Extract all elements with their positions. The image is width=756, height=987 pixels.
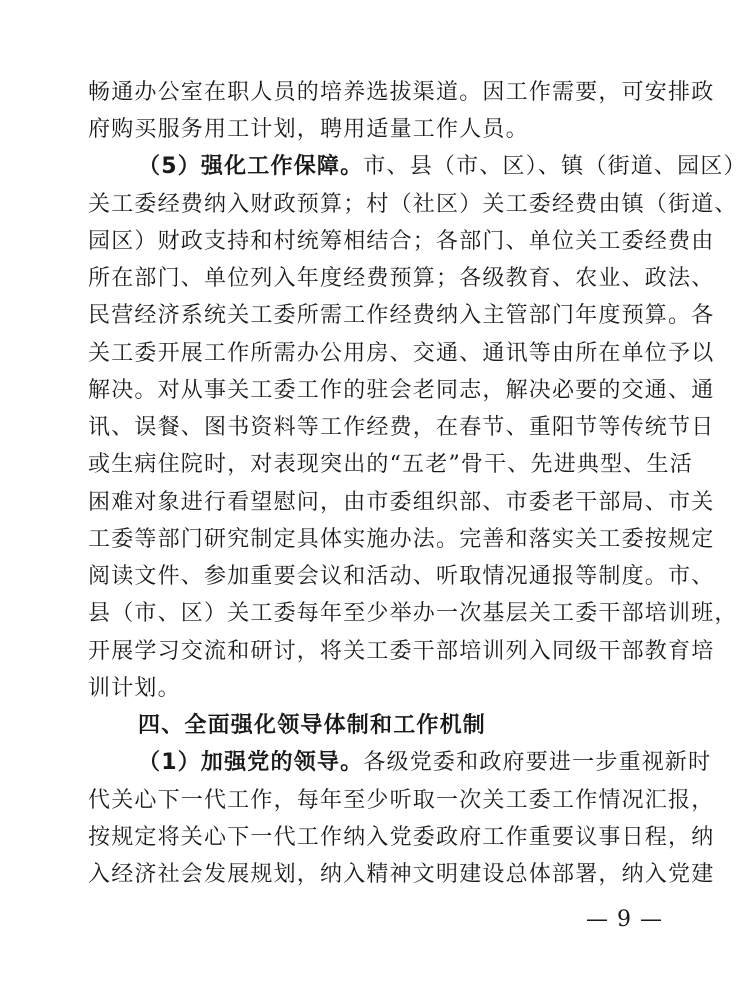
text-line: 训计划。 xyxy=(88,675,181,701)
text-line: 开展学习交流和研讨，将关工委干部培训列入同级干部教育培 xyxy=(88,638,715,664)
text-line: 畅通办公室在职人员的培养选拔渠道。因工作需要，可安排政 xyxy=(88,80,715,105)
subsection-title: （1）加强党的领导。 xyxy=(138,750,364,776)
text-line: 困难对象进行看望慰问，由市委组织部、市委老干部局、市关 xyxy=(88,489,715,515)
text-line: 按规定将关心下一代工作纳入党委政府工作重要议事日程，纳 xyxy=(88,824,715,850)
text-line: 园区）财政支持和村统筹相结合；各部门、单位关工委经费由 xyxy=(88,228,715,254)
text-line: 代关心下一代工作，每年至少听取一次关工委工作情况汇报， xyxy=(88,787,715,813)
text-line: 或生病住院时，对表现突出的“五老”骨干、先进典型、生活 xyxy=(88,452,693,478)
text-line: 关工委经费纳入财政预算；村（社区）关工委经费由镇（街道、 xyxy=(88,191,738,217)
text-line: 阅读文件、参加重要会议和活动、听取情况通报等制度。市、 xyxy=(88,564,715,590)
text-line: 工委等部门研究制定具体实施办法。完善和落实关工委按规定 xyxy=(88,526,715,552)
paragraph-first-line xyxy=(138,152,747,182)
text-line: 入经济社会发展规划，纳入精神文明建设总体部署，纳入党建 xyxy=(88,862,715,887)
text-line: 府购买服务用工计划，聘用适量工作人员。 xyxy=(88,117,529,143)
paragraph-first-line xyxy=(138,748,711,778)
text-line: 解决。对从事关工委工作的驻会老同志，解决必要的交通、通 xyxy=(88,377,715,403)
text-span: 各级党委和政府要进一步重视新时 xyxy=(363,750,712,776)
section-heading: 四、全面强化领导体制和工作机制 xyxy=(138,713,487,739)
text-span: 市、县（市、区）、镇（街道、园区） xyxy=(363,154,747,180)
text-line: 所在部门、单位列入年度经费预算；各级教育、农业、政法、 xyxy=(88,266,715,292)
text-line: 县（市、区）关工委每年至少举办一次基层关工委干部培训班， xyxy=(88,601,738,627)
text-line: 讯、误餐、图书资料等工作经费，在春节、重阳节等传统节日 xyxy=(88,415,715,441)
page-number: — 9 — xyxy=(586,907,663,932)
subsection-title: （5）强化工作保障。 xyxy=(138,154,364,180)
text-line: 民营经济系统关工委所需工作经费纳入主管部门年度预算。各 xyxy=(88,303,715,329)
text-line: 关工委开展工作所需办公用房、交通、通讯等由所在单位予以 xyxy=(88,340,715,366)
